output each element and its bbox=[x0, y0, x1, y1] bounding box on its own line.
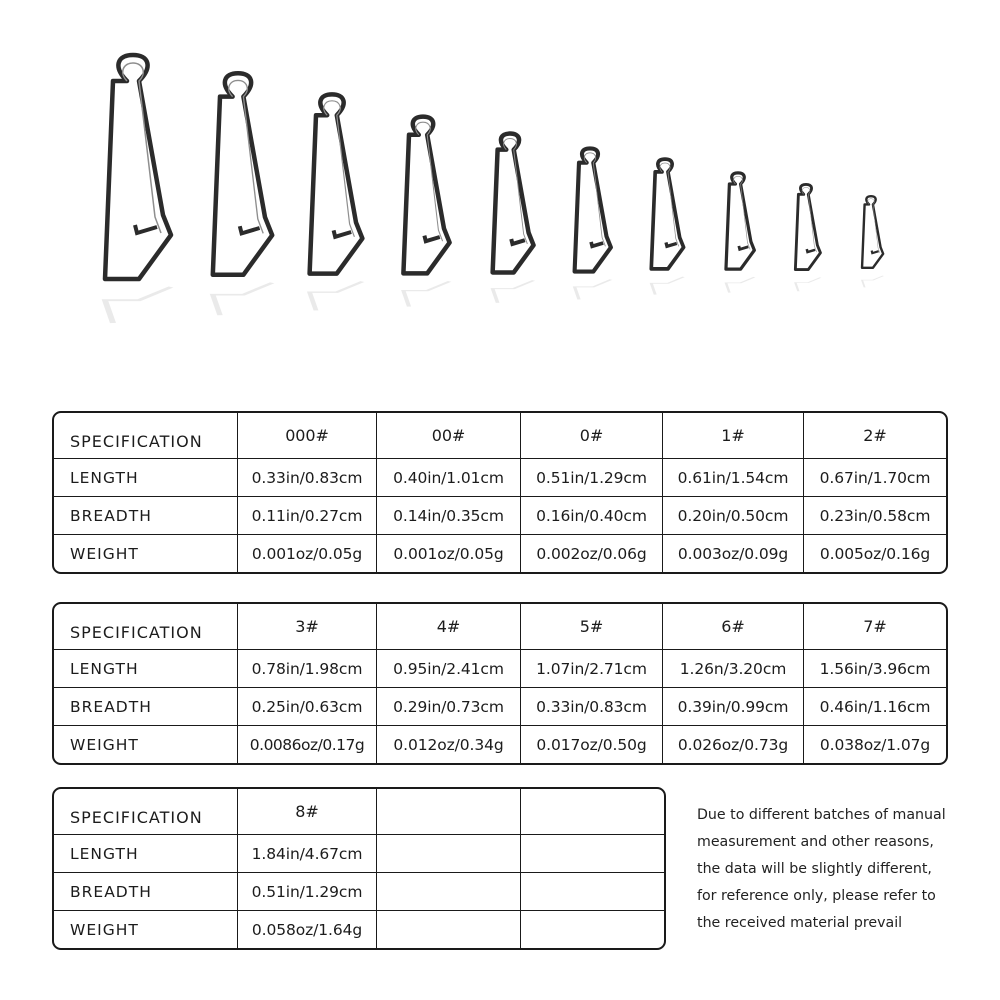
row-label: BREADTH bbox=[54, 688, 238, 726]
spec-size: 8# bbox=[238, 789, 377, 835]
snap-clip bbox=[862, 196, 883, 268]
row-label: SPECIFICATION bbox=[54, 789, 238, 835]
weight-value: 0.002oz/0.06g bbox=[521, 535, 663, 572]
weight-value: 0.026oz/0.73g bbox=[663, 726, 804, 763]
empty-cell bbox=[377, 911, 521, 948]
spec-size: 2# bbox=[804, 413, 946, 459]
snap-clip bbox=[651, 159, 683, 269]
weight-value: 0.012oz/0.34g bbox=[377, 726, 521, 763]
snap-clip bbox=[105, 55, 171, 279]
breadth-value: 0.51in/1.29cm bbox=[238, 873, 377, 911]
empty-cell bbox=[521, 911, 664, 948]
disclaimer-note bbox=[697, 802, 987, 937]
row-label: WEIGHT bbox=[54, 535, 238, 572]
length-value: 1.56in/3.96cm bbox=[804, 650, 946, 688]
snap-clip bbox=[213, 73, 272, 275]
clip-reflection bbox=[862, 276, 883, 288]
breadth-value: 0.33in/0.83cm bbox=[521, 688, 663, 726]
note-line: for reference only, please refer to bbox=[697, 888, 936, 904]
spec-size: 00# bbox=[377, 413, 521, 459]
spec-table-1 bbox=[52, 411, 948, 574]
spec-size: 0# bbox=[521, 413, 663, 459]
row-label: SPECIFICATION bbox=[54, 604, 238, 650]
length-value: 0.61in/1.54cm bbox=[663, 459, 804, 497]
spec-size: 4# bbox=[377, 604, 521, 650]
spec-size: 1# bbox=[663, 413, 804, 459]
clip-reflection bbox=[105, 287, 171, 323]
breadth-value: 0.46in/1.16cm bbox=[804, 688, 946, 726]
product-photo bbox=[0, 0, 1000, 360]
weight-value: 0.001oz/0.05g bbox=[377, 535, 521, 572]
snap-clip bbox=[403, 117, 449, 274]
spec-size: 7# bbox=[804, 604, 946, 650]
note-line: the data will be slightly different, bbox=[697, 861, 932, 877]
empty-cell bbox=[521, 873, 664, 911]
weight-value: 0.005oz/0.16g bbox=[819, 544, 931, 563]
note-line: measurement and other reasons, bbox=[697, 834, 934, 850]
weight-value: 0.001oz/0.05g bbox=[238, 535, 377, 572]
breadth-value: 0.23in/0.58cm bbox=[804, 497, 946, 535]
weight-value: 0.0086oz/0.17g bbox=[238, 726, 377, 763]
row-label: BREADTH bbox=[54, 497, 238, 535]
breadth-value: 0.39in/0.99cm bbox=[663, 688, 804, 726]
weight-value: 0.003oz/0.09g bbox=[663, 535, 804, 572]
breadth-value: 0.14in/0.35cm bbox=[377, 497, 521, 535]
clip-reflection bbox=[213, 283, 272, 315]
clip-reflection bbox=[795, 278, 820, 292]
snap-clip bbox=[726, 173, 754, 269]
breadth-value: 0.16in/0.40cm bbox=[521, 497, 663, 535]
row-label: SPECIFICATION bbox=[54, 413, 238, 459]
empty-cell bbox=[377, 789, 521, 835]
snap-clip bbox=[795, 184, 820, 269]
weight-value: 0.017oz/0.50g bbox=[521, 726, 663, 763]
row-label: LENGTH bbox=[54, 459, 238, 497]
note-line: Due to different batches of manual bbox=[697, 807, 946, 823]
empty-cell bbox=[521, 789, 664, 835]
spec-table-3 bbox=[52, 787, 666, 950]
breadth-value: 0.25in/0.63cm bbox=[238, 688, 377, 726]
length-value: 1.84in/4.67cm bbox=[238, 835, 377, 873]
snap-clip bbox=[493, 134, 534, 273]
clip-reflection bbox=[575, 280, 611, 300]
spec-size: 5# bbox=[521, 604, 663, 650]
spec-size: 000# bbox=[238, 413, 377, 459]
weight-value: 0.038oz/1.07g bbox=[819, 735, 931, 754]
length-value: 1.07in/2.71cm bbox=[521, 650, 663, 688]
length-value: 0.51in/1.29cm bbox=[521, 459, 663, 497]
row-label: LENGTH bbox=[54, 835, 238, 873]
clip-reflection bbox=[651, 277, 683, 295]
row-label: BREADTH bbox=[54, 873, 238, 911]
snap-clip bbox=[575, 148, 611, 271]
row-label: WEIGHT bbox=[54, 911, 238, 948]
breadth-value: 0.20in/0.50cm bbox=[663, 497, 804, 535]
spec-table-2 bbox=[52, 602, 948, 765]
note-line: the received material prevail bbox=[697, 915, 903, 931]
breadth-value: 0.11in/0.27cm bbox=[238, 497, 377, 535]
length-value: 0.95in/2.41cm bbox=[377, 650, 521, 688]
row-label: WEIGHT bbox=[54, 726, 238, 763]
length-value: 1.26n/3.20cm bbox=[663, 650, 804, 688]
length-value: 0.78in/1.98cm bbox=[238, 650, 377, 688]
empty-cell bbox=[377, 835, 521, 873]
empty-cell bbox=[377, 873, 521, 911]
breadth-value: 0.29in/0.73cm bbox=[377, 688, 521, 726]
weight-value: 0.058oz/1.64g bbox=[238, 911, 377, 948]
clip-reflection bbox=[493, 280, 534, 302]
spec-size: 6# bbox=[663, 604, 804, 650]
length-value: 0.33in/0.83cm bbox=[238, 459, 377, 497]
clip-reflection bbox=[726, 277, 754, 292]
row-label: LENGTH bbox=[54, 650, 238, 688]
clip-reflection bbox=[403, 281, 449, 306]
length-value: 0.67in/1.70cm bbox=[804, 459, 946, 497]
length-value: 0.40in/1.01cm bbox=[377, 459, 521, 497]
spec-size: 3# bbox=[238, 604, 377, 650]
empty-cell bbox=[521, 835, 664, 873]
clip-reflection bbox=[310, 282, 363, 311]
snap-clip bbox=[310, 94, 363, 273]
